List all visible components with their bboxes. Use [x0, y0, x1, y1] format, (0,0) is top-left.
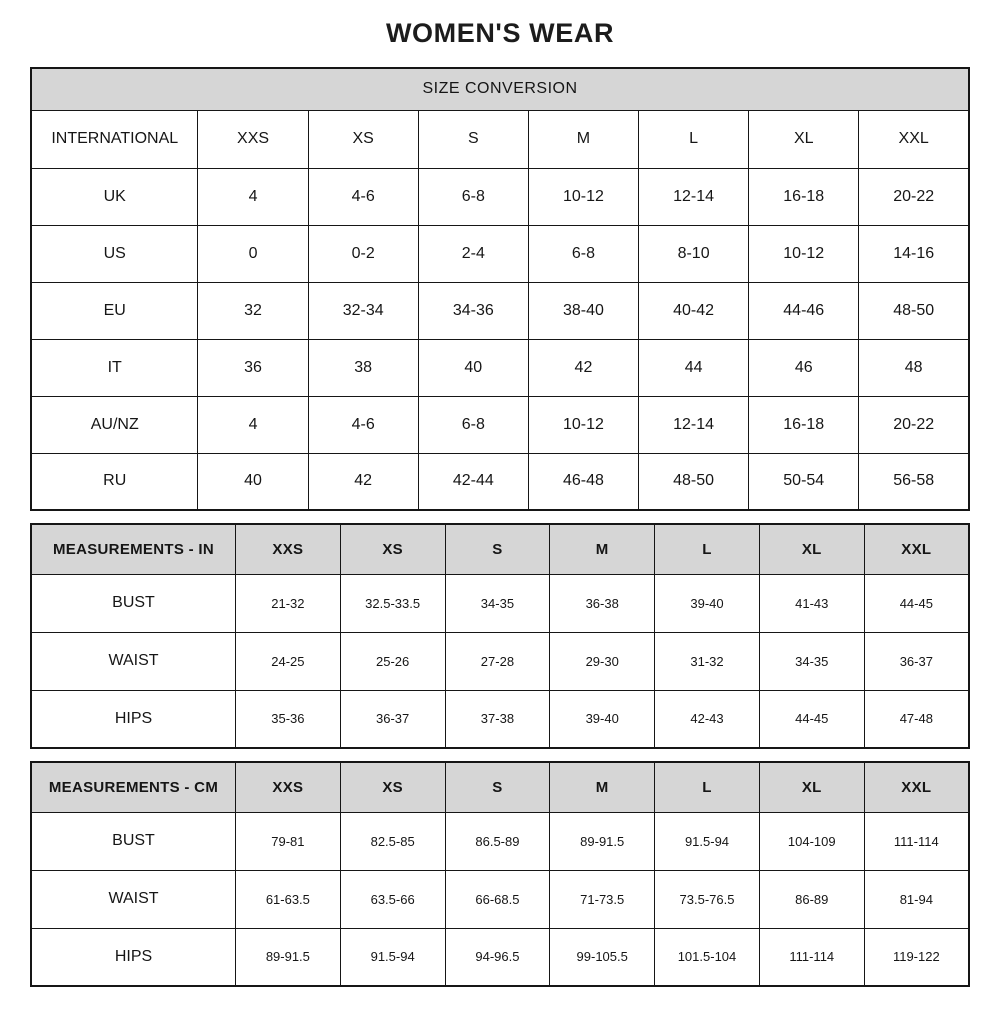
table-cell: 48-50	[859, 282, 969, 339]
table-cell: 40	[418, 339, 528, 396]
table-cell: 10-12	[528, 396, 638, 453]
column-header: XXS	[235, 524, 340, 574]
header-row	[31, 762, 969, 812]
row-label: RU	[31, 453, 198, 510]
table-cell: 25-26	[340, 632, 445, 690]
column-header: S	[418, 110, 528, 168]
table-cell: 46-48	[528, 453, 638, 510]
table-cell: 73.5-76.5	[655, 870, 760, 928]
table-cell: 48-50	[639, 453, 749, 510]
table-cell: 4-6	[308, 168, 418, 225]
table-cell: 111-114	[759, 928, 864, 986]
table-cell: 119-122	[864, 928, 969, 986]
column-header: L	[655, 524, 760, 574]
row-label-header: MEASUREMENTS - IN	[31, 524, 235, 574]
page-title: WOMEN'S WEAR	[385, 18, 615, 48]
column-header: XL	[759, 524, 864, 574]
table-cell: 89-91.5	[235, 928, 340, 986]
table-cell: 4	[198, 168, 308, 225]
table-cell: 4	[198, 396, 308, 453]
table-cell: 36-37	[340, 690, 445, 748]
table-cell: 36	[198, 339, 308, 396]
row-label: US	[31, 225, 198, 282]
table-cell: 46	[749, 339, 859, 396]
column-header: S	[445, 762, 550, 812]
table-cell: 91.5-94	[340, 928, 445, 986]
table-cell: 44-45	[759, 690, 864, 748]
table-cell: 86-89	[759, 870, 864, 928]
column-header: XL	[759, 762, 864, 812]
table-cell: 66-68.5	[445, 870, 550, 928]
table-cell: 31-32	[655, 632, 760, 690]
table-cell: 40	[198, 453, 308, 510]
table-cell: 50-54	[749, 453, 859, 510]
table-cell: 6-8	[418, 396, 528, 453]
row-label: HIPS	[31, 928, 235, 986]
row-label: BUST	[31, 574, 235, 632]
row-label: HIPS	[31, 690, 235, 748]
row-label: IT	[31, 339, 198, 396]
table-cell: 89-91.5	[550, 812, 655, 870]
table-cell: 20-22	[859, 168, 969, 225]
column-header: XS	[340, 762, 445, 812]
table-cell: 14-16	[859, 225, 969, 282]
row-label: UK	[31, 168, 198, 225]
table-cell: 20-22	[859, 396, 969, 453]
column-header: XL	[749, 110, 859, 168]
table-cell: 21-32	[235, 574, 340, 632]
column-header: S	[445, 524, 550, 574]
table-row	[31, 339, 969, 396]
table-cell: 40-42	[639, 282, 749, 339]
table-cell: 101.5-104	[655, 928, 760, 986]
table-row	[31, 225, 969, 282]
table-row	[31, 632, 969, 690]
table-row	[31, 168, 969, 225]
row-label-header: INTERNATIONAL	[31, 110, 198, 168]
table-cell: 82.5-85	[340, 812, 445, 870]
table-cell: 12-14	[639, 396, 749, 453]
table-cell: 10-12	[749, 225, 859, 282]
column-header: L	[639, 110, 749, 168]
table-row	[31, 396, 969, 453]
table-cell: 38	[308, 339, 418, 396]
table-cell: 38-40	[528, 282, 638, 339]
table-cell: 79-81	[235, 812, 340, 870]
table-cell: 91.5-94	[655, 812, 760, 870]
table-row	[31, 574, 969, 632]
column-header: XXL	[864, 524, 969, 574]
measurements-in-table	[30, 523, 970, 749]
table-cell: 48	[859, 339, 969, 396]
table-cell: 44-46	[749, 282, 859, 339]
table-cell: 99-105.5	[550, 928, 655, 986]
table-cell: 36-38	[550, 574, 655, 632]
table-cell: 29-30	[550, 632, 655, 690]
table-cell: 41-43	[759, 574, 864, 632]
table-cell: 42	[528, 339, 638, 396]
column-header: XXS	[235, 762, 340, 812]
table-cell: 36-37	[864, 632, 969, 690]
table-cell: 35-36	[235, 690, 340, 748]
table-cell: 94-96.5	[445, 928, 550, 986]
table-cell: 6-8	[528, 225, 638, 282]
table-cell: 10-12	[528, 168, 638, 225]
column-header: L	[655, 762, 760, 812]
measurements-cm-table	[30, 761, 970, 987]
size-conversion-caption: SIZE CONVERSION	[31, 68, 969, 110]
row-label: EU	[31, 282, 198, 339]
table-cell: 6-8	[418, 168, 528, 225]
column-header: M	[550, 524, 655, 574]
table-cell: 27-28	[445, 632, 550, 690]
column-header: XS	[340, 524, 445, 574]
table-cell: 16-18	[749, 168, 859, 225]
table-cell: 24-25	[235, 632, 340, 690]
table-cell: 71-73.5	[550, 870, 655, 928]
row-label: WAIST	[31, 870, 235, 928]
table-cell: 111-114	[864, 812, 969, 870]
table-cell: 42-44	[418, 453, 528, 510]
column-header: M	[550, 762, 655, 812]
table-cell: 32-34	[308, 282, 418, 339]
table-row	[31, 870, 969, 928]
table-cell: 0-2	[308, 225, 418, 282]
table-cell: 61-63.5	[235, 870, 340, 928]
table-row	[31, 928, 969, 986]
table-cell: 34-36	[418, 282, 528, 339]
table-cell: 39-40	[655, 574, 760, 632]
column-header: XXL	[859, 110, 969, 168]
table-cell: 42	[308, 453, 418, 510]
row-label: AU/NZ	[31, 396, 198, 453]
table-row	[31, 690, 969, 748]
table-cell: 34-35	[759, 632, 864, 690]
table-cell: 56-58	[859, 453, 969, 510]
row-label: BUST	[31, 812, 235, 870]
size-conversion-table	[30, 67, 970, 511]
table-row	[31, 453, 969, 510]
row-label-header: MEASUREMENTS - CM	[31, 762, 235, 812]
table-cell: 44	[639, 339, 749, 396]
table-cell: 47-48	[864, 690, 969, 748]
row-label: WAIST	[31, 632, 235, 690]
header-row	[31, 524, 969, 574]
table-cell: 16-18	[749, 396, 859, 453]
table-cell: 2-4	[418, 225, 528, 282]
table-cell: 0	[198, 225, 308, 282]
table-cell: 42-43	[655, 690, 760, 748]
table-cell: 86.5-89	[445, 812, 550, 870]
table-cell: 63.5-66	[340, 870, 445, 928]
table-cell: 44-45	[864, 574, 969, 632]
table-cell: 104-109	[759, 812, 864, 870]
table-row	[31, 812, 969, 870]
table-cell: 32.5-33.5	[340, 574, 445, 632]
table-cell: 81-94	[864, 870, 969, 928]
column-header: XXL	[864, 762, 969, 812]
column-header: XS	[308, 110, 418, 168]
table-cell: 39-40	[550, 690, 655, 748]
column-header: M	[528, 110, 638, 168]
header-row	[31, 110, 969, 168]
table-cell: 12-14	[639, 168, 749, 225]
table-cell: 37-38	[445, 690, 550, 748]
table-cell: 8-10	[639, 225, 749, 282]
table-cell: 34-35	[445, 574, 550, 632]
table-cell: 32	[198, 282, 308, 339]
column-header: XXS	[198, 110, 308, 168]
table-cell: 4-6	[308, 396, 418, 453]
table-row	[31, 282, 969, 339]
